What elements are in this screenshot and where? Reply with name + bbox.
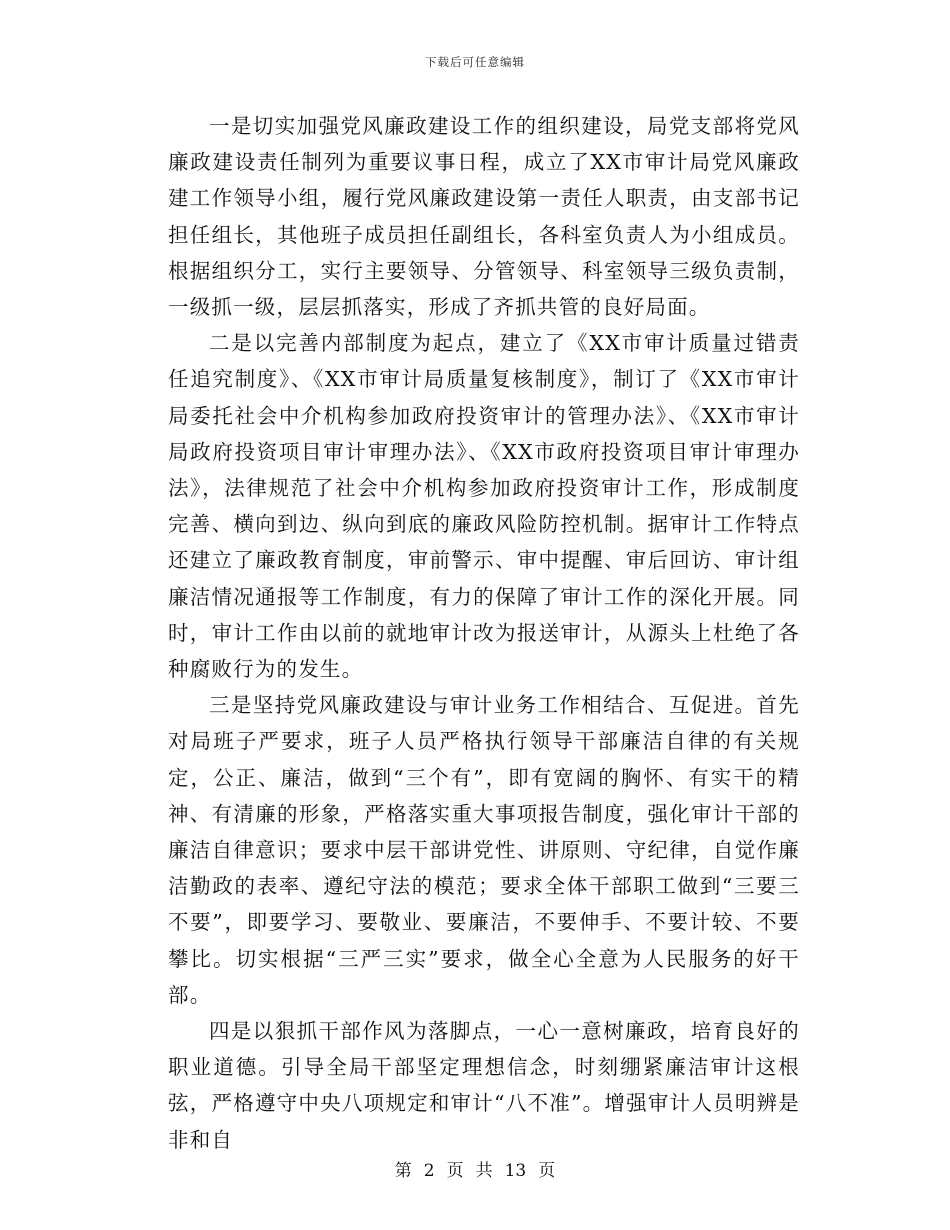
footer-page-word: 页 (446, 1161, 464, 1181)
paragraph-2: 二是以完善内部制度为起点，建立了《XX市审计质量过错责任追究制度》、《XX市审计局质量复核制度》，制订了《XX市审计局委托社会中介机构参加政府投资审计的管理办法》、《XX市审计局政府投资项目审计审理办法》、《XX市政府投资项目审计审理办法》，法律规范了社会中介机构参加政府投资审计工作，形成制度完善、横向到边、纵向到底的廉政风险防控机制。据审计工作特点还建立了廉政教育制度，审前警示、审中提醒、审后回访、审计组廉洁情况通报等工作制度，有力的保障了审计工作的深化开展。同时，审计工作由以前的就地审计改为报送审计，从源头上杜绝了各种腐败行为的发生。 (168, 331, 800, 682)
footer-suffix: 页 (538, 1161, 556, 1181)
document-body (168, 108, 800, 1158)
page-footer (0, 1156, 950, 1181)
footer-current-page: 2 (423, 1161, 435, 1181)
paragraph-4: 四是以狠抓干部作风为落脚点，一心一意树廉政，培育良好的职业道德。引导全局干部坚定理想信念，时刻绷紧廉洁审计这根弦，严格遵守中央八项规定和审计“八不准”。增强审计人员明辨是非和自 (168, 1019, 800, 1152)
footer-total-pages: 13 (504, 1161, 527, 1181)
paragraph-3: 三是坚持党风廉政建设与审计业务工作相结合、互促进。首先对局班子严要求，班子人员严格执行领导干部廉洁自律的有关规定，公正、廉洁，做到“三个有”，即有宽阔的胸怀、有实干的精神、有清廉的形象，严格落实重大事项报告制度，强化审计干部的廉洁自律意识；要求中层干部讲党性、讲原则、守纪律，自觉作廉洁勤政的表率、遵纪守法的模范；要求全体干部职工做到“三要三不要”，即要学习、要敬业、要廉洁，不要伸手、不要计较、不要攀比。切实根据“三严三实”要求，做全心全意为人民服务的好干部。 (168, 693, 800, 1007)
page-header: 下载后可任意编辑 (425, 55, 525, 69)
footer-prefix: 第 (394, 1161, 412, 1181)
footer-total-prefix: 共 (475, 1161, 493, 1181)
paragraph-1: 一是切实加强党风廉政建设工作的组织建设，局党支部将党风廉政建设责任制列为重要议事日程，成立了XX市审计局党风廉政建工作领导小组，履行党风廉政建设第一责任人职责，由支部书记担任组长，其他班子成员担任副组长，各科室负责人为小组成员。根据组织分工，实行主要领导、分管领导、科室领导三级负责制，一级抓一级，层层抓落实，形成了齐抓共管的良好局面。 (168, 114, 800, 320)
